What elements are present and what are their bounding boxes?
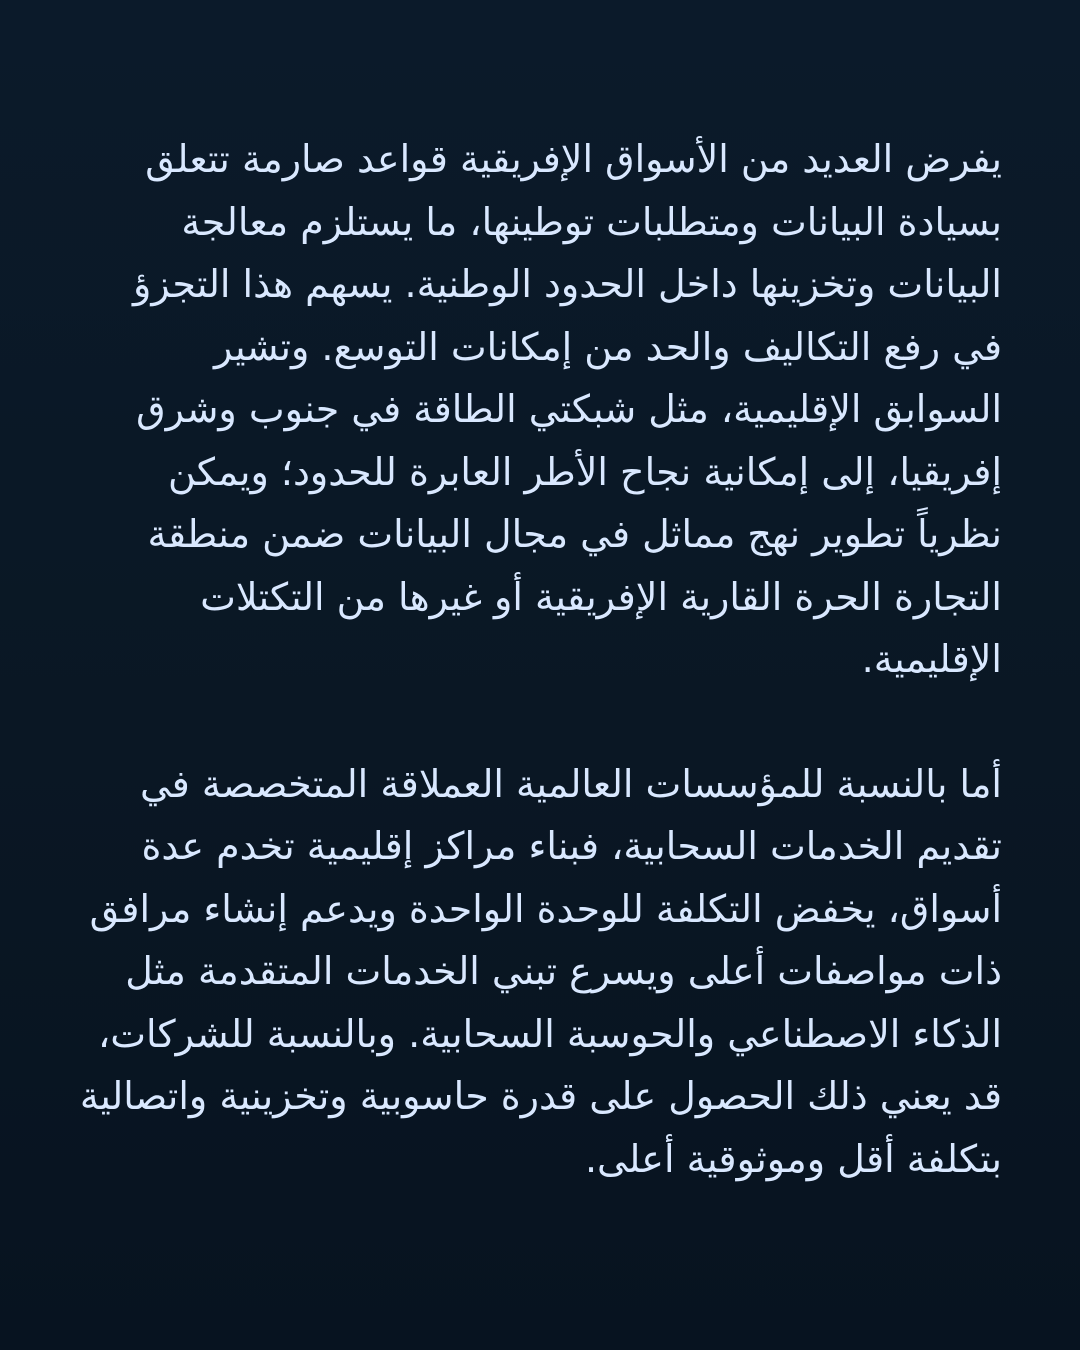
article-paragraph-1: يفرض العديد من الأسواق الإفريقية قواعد صارمة تتعلق بسيادة البيانات ومتطلبات توطينها، ما يستلزم معالجة البيانات وتخزينها داخل الحدود الوطنية. يسهم هذا التجزؤ في رفع التكاليف والحد من إمكانات التوسع. وتشير السوابق الإقليمية، مثل شبكتي الطاقة في جنوب وشرق إفريقيا، إلى إمكانية نجاح الأطر العابرة للحدود؛ ويمكن نظرياً تطوير نهج مماثل في مجال البيانات ضمن منطقة التجارة الحرة القارية الإفريقية أو غيرها من التكتلات الإقليمية.	[133, 137, 1002, 681]
article-paragraph-2: أما بالنسبة للمؤسسات العالمية العملاقة المتخصصة في تقديم الخدمات السحابية، فبناء مراكز إقليمية تخدم عدة أسواق، يخفض التكلفة للوحدة الواحدة ويدعم إنشاء مرافق ذات مواصفات أعلى ويسرع تبني الخدمات المتقدمة مثل الذكاء الاصطناعي والحوسبة السحابية. وبالنسبة للشركات، قد يعني ذلك الحصول على قدرة حاسوبية وتخزينية واتصالية بتكلفة أقل وموثوقية أعلى.	[79, 761, 1002, 1181]
